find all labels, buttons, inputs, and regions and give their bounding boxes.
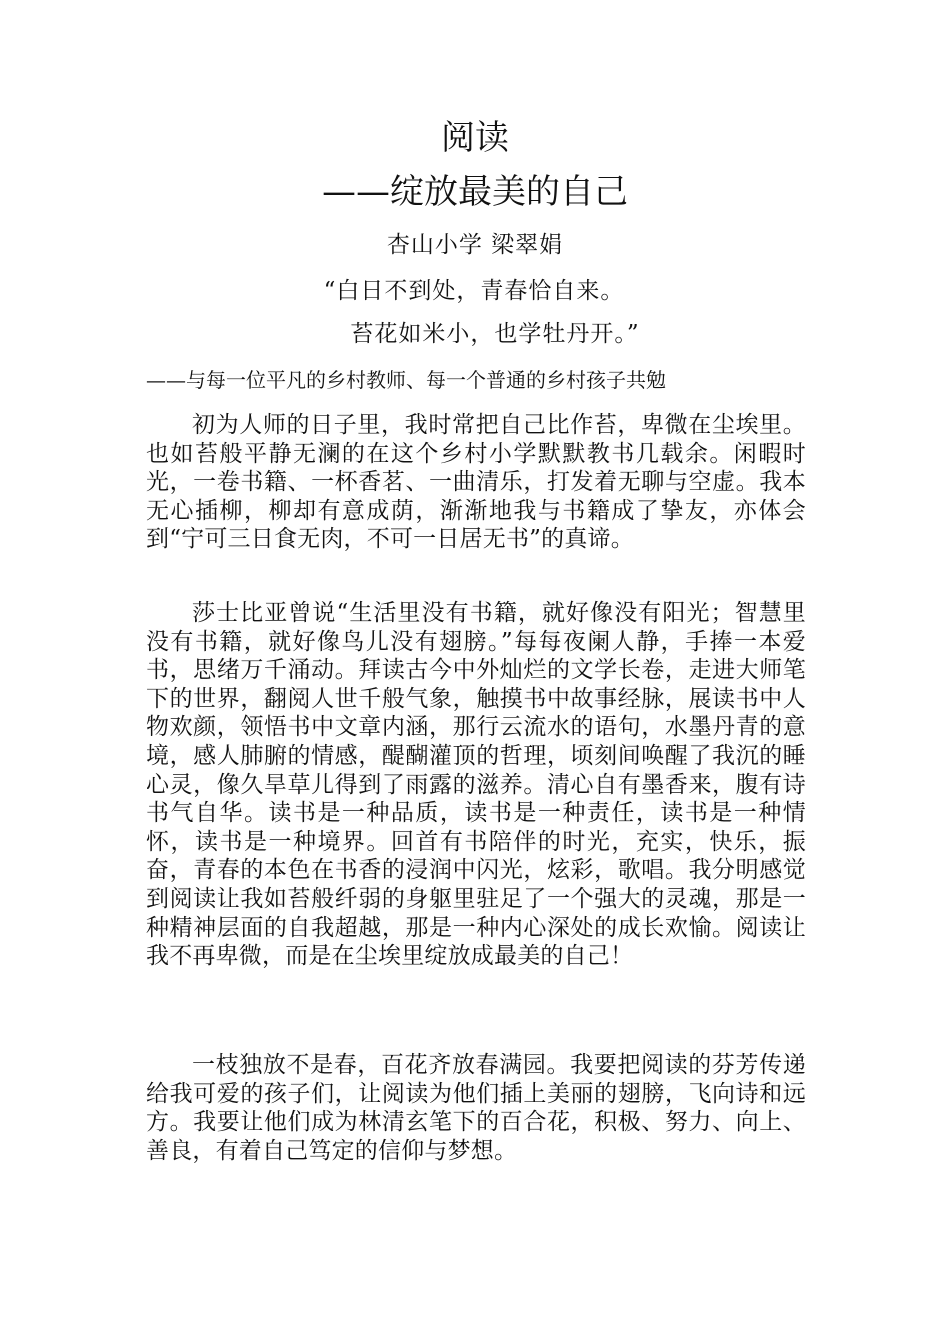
poem-line-1: “白日不到处，青春恰自来。 xyxy=(323,278,625,304)
body-paragraph-2: 莎士比亚曾说“生活里没有书籍，就好像没有阳光；智慧里没有书籍，就好像鸟儿没有翅膀。”每每夜阑人静，手捧一本爱书，思绪万千涌动。拜读古今中外灿烂的文学长卷，走进大师笔下的世界，翻阅人世千般气象，触摸书中故事经脉，展读书中人物欢颜，领悟书中文章内涵，那行云流水的语句，水墨丹青的意境，感人肺腑的情感，醍醐灌顶的哲理，顷刻间唤醒了我沉的睡心灵，像久旱草儿得到了雨露的滋养。清心自有墨香来，腹有诗书气自华。读书是一种品质，读书是一种责任，读书是一种情怀，读书是一种境界。回首有书陪伴的时光，充实，快乐，振奋，青春的本色在书香的浸润中闪光，炫彩，歌唱。我分明感觉到阅读让我如苔般纤弱的身躯里驻足了一个强大的灵魂，那是一种精神层面的自我超越，那是一种内心深处的成长欢愉。阅读让我不再卑微，而是在尘埃里绽放成最美的自己！ xyxy=(146,600,806,970)
dedication-line: ——与每一位平凡的乡村教师、每一个普通的乡村孩子共勉 xyxy=(146,368,666,392)
author-line: 杏山小学 梁翠娟 xyxy=(386,232,564,258)
body-paragraph-1: 初为人师的日子里，我时常把自己比作苔，卑微在尘埃里。也如苔般平静无澜的在这个乡村小学默默教书几载余。闲暇时光，一卷书籍、一杯香茗、一曲清乐，打发着无聊与空虚。我本无心插柳，柳却有意成荫，渐渐地我与书籍成了挚友，亦体会到“宁可三日食无肉，不可一日居无书”的真谛。 xyxy=(146,412,806,553)
document-subtitle: ——绽放最美的自己 xyxy=(322,172,628,212)
body-paragraph-3: 一枝独放不是春，百花齐放春满园。我要把阅读的芬芳传递给我可爱的孩子们，让阅读为他们插上美丽的翅膀，飞向诗和远方。我要让他们成为林清玄笔下的百合花，积极、努力、向上、善良，有着自己笃定的信仰与梦想。 xyxy=(146,1052,806,1164)
poem-line-2: 苔花如米小，也学牡丹开。” xyxy=(350,321,640,347)
document-title: 阅读 xyxy=(441,118,509,158)
